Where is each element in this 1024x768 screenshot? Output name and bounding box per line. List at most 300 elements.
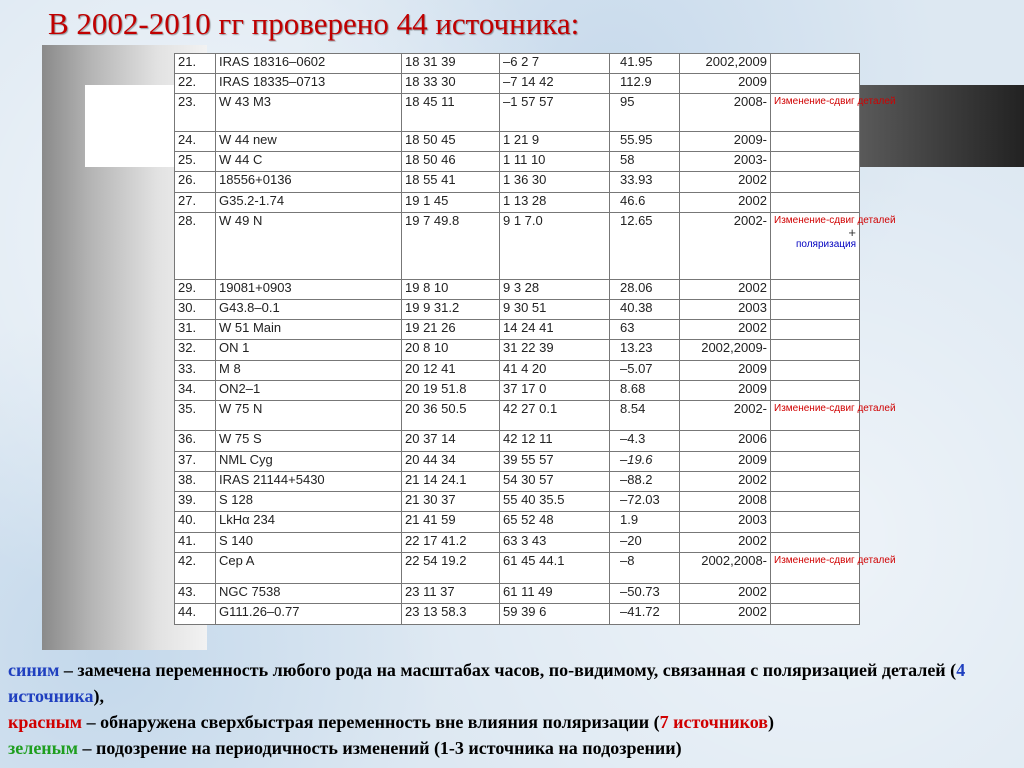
row-number-cell <box>175 320 216 340</box>
right-ascension-cell <box>402 340 500 360</box>
declination: 9 3 28 <box>503 279 540 295</box>
observation-years-cell <box>680 512 771 532</box>
table-row <box>175 451 860 471</box>
legend-red-end: ) <box>767 712 774 732</box>
table-row <box>175 192 860 212</box>
source-name: IRAS 21144+5430 <box>219 471 325 487</box>
legend-blue-line <box>8 657 1018 709</box>
row-number: 42. <box>178 552 197 568</box>
row-number-cell <box>175 131 216 151</box>
declination-cell <box>500 54 610 74</box>
declination-cell <box>500 212 610 279</box>
source-name-cell <box>216 512 402 532</box>
velocity-cell <box>610 451 680 471</box>
source-name: S 140 <box>219 532 253 548</box>
declination: 31 22 39 <box>503 340 554 356</box>
right-ascension-cell <box>402 492 500 512</box>
observation-years: 2003- <box>733 152 767 168</box>
source-name-cell <box>216 320 402 340</box>
note-cell <box>771 212 896 279</box>
velocity: 46.6 <box>620 192 646 208</box>
observation-years: 2002 <box>738 279 767 295</box>
right-ascension-cell <box>402 212 500 279</box>
note-cell <box>771 74 860 94</box>
legend-green-word: зеленым <box>8 738 78 758</box>
declination: 59 39 6 <box>503 604 547 620</box>
right-ascension-cell <box>402 512 500 532</box>
source-name-cell <box>216 552 402 583</box>
velocity-cell <box>610 131 680 151</box>
velocity-cell <box>610 279 680 299</box>
right-ascension-cell <box>402 172 500 192</box>
source-name: G43.8–0.1 <box>219 299 280 315</box>
velocity: –20 <box>620 532 642 548</box>
source-name-cell <box>216 152 402 172</box>
right-ascension-cell <box>402 360 500 380</box>
source-name: Cep A <box>219 552 255 568</box>
note-cell <box>771 94 896 131</box>
source-name-cell <box>216 471 402 491</box>
note-cell <box>771 451 860 471</box>
source-name: 19081+0903 <box>219 279 292 295</box>
table-row <box>175 340 860 360</box>
velocity: 95 <box>620 94 635 110</box>
declination: –7 14 42 <box>503 74 554 90</box>
source-name-cell <box>216 192 402 212</box>
velocity-cell <box>610 512 680 532</box>
observation-years: 2008- <box>733 94 767 110</box>
velocity: 1.9 <box>620 512 639 528</box>
velocity-cell <box>610 152 680 172</box>
row-number-cell <box>175 604 216 625</box>
table-row <box>175 54 860 74</box>
velocity: 12.65 <box>620 212 653 228</box>
observation-years: 2009- <box>733 131 767 147</box>
declination: 39 55 57 <box>503 451 554 467</box>
table-row <box>175 94 860 131</box>
note-cell <box>771 604 860 625</box>
velocity-cell <box>610 192 680 212</box>
right-ascension: 20 8 10 <box>405 340 449 356</box>
declination-cell <box>500 94 610 131</box>
right-ascension: 19 8 10 <box>405 279 449 295</box>
velocity-cell <box>610 471 680 491</box>
declination-cell <box>500 74 610 94</box>
source-name-cell <box>216 299 402 319</box>
source-name-cell <box>216 380 402 400</box>
right-ascension: 21 14 24.1 <box>405 471 467 487</box>
observation-years-cell <box>680 299 771 319</box>
row-number-cell <box>175 451 216 471</box>
sources-table <box>174 53 896 625</box>
declination-cell <box>500 380 610 400</box>
velocity: 28.06 <box>620 279 653 295</box>
row-number-cell <box>175 552 216 583</box>
note-cell <box>771 584 860 604</box>
note-change: Изменение-сдвиг деталей <box>774 554 896 566</box>
row-number: 25. <box>178 152 197 168</box>
row-number-cell <box>175 401 216 431</box>
velocity: 112.9 <box>620 74 652 90</box>
source-name: IRAS 18316–0602 <box>219 54 326 69</box>
source-name: W 43 M3 <box>219 94 272 110</box>
declination-cell <box>500 279 610 299</box>
observation-years-cell <box>680 94 771 131</box>
table-row <box>175 74 860 94</box>
source-name: W 51 Main <box>219 320 282 336</box>
note-cell <box>771 401 896 431</box>
velocity-cell <box>610 299 680 319</box>
row-number: 37. <box>178 451 197 467</box>
declination-cell <box>500 451 610 471</box>
declination-cell <box>500 492 610 512</box>
velocity-cell <box>610 94 680 131</box>
observation-years: 2002 <box>738 172 767 188</box>
observation-years: 2002- <box>733 401 767 417</box>
right-ascension: 22 17 41.2 <box>405 532 467 548</box>
note-cell <box>771 380 860 400</box>
row-number-cell <box>175 279 216 299</box>
legend-green-line <box>8 735 1018 761</box>
row-number-cell <box>175 172 216 192</box>
row-number: 40. <box>178 512 197 528</box>
observation-years-cell <box>680 552 771 583</box>
observation-years: 2006 <box>738 431 767 447</box>
source-name-cell <box>216 360 402 380</box>
row-number-cell <box>175 152 216 172</box>
slide-title: В 2002-2010 гг проверено 44 источника: <box>48 6 580 41</box>
declination-cell <box>500 401 610 431</box>
row-number-cell <box>175 74 216 94</box>
legend-blue-count: 4 источника <box>8 660 966 706</box>
observation-years-cell <box>680 401 771 431</box>
declination: 41 4 20 <box>503 360 547 376</box>
row-number-cell <box>175 212 216 279</box>
right-ascension-cell <box>402 471 500 491</box>
declination: 9 30 51 <box>503 299 547 315</box>
declination-cell <box>500 152 610 172</box>
source-name-cell <box>216 401 402 431</box>
source-name-cell <box>216 604 402 625</box>
declination-cell <box>500 360 610 380</box>
table-row <box>175 512 860 532</box>
note-cell <box>771 340 860 360</box>
source-name-cell <box>216 492 402 512</box>
right-ascension: 23 11 37 <box>405 584 455 600</box>
observation-years-cell <box>680 131 771 151</box>
row-number: 43. <box>178 584 197 600</box>
right-ascension-cell <box>402 192 500 212</box>
right-ascension: 20 12 41 <box>405 360 456 376</box>
velocity-cell <box>610 401 680 431</box>
velocity: 40.38 <box>620 299 653 315</box>
right-ascension-cell <box>402 431 500 451</box>
source-name-cell <box>216 279 402 299</box>
row-number: 29. <box>178 279 197 295</box>
velocity: –5.07 <box>620 360 653 376</box>
velocity: –8 <box>620 552 635 568</box>
right-ascension: 18 45 11 <box>405 94 455 110</box>
velocity-cell <box>610 532 680 552</box>
observation-years: 2003 <box>738 299 767 315</box>
declination: –6 2 7 <box>503 54 540 69</box>
row-number-cell <box>175 54 216 74</box>
right-ascension-cell <box>402 401 500 431</box>
right-ascension: 19 21 26 <box>405 320 456 336</box>
source-name: W 44 new <box>219 131 277 147</box>
declination-cell <box>500 192 610 212</box>
source-name-cell <box>216 94 402 131</box>
source-name: ON2–1 <box>219 380 261 396</box>
row-number: 22. <box>178 74 197 90</box>
source-name: G111.26–0.77 <box>219 604 300 620</box>
declination: 9 1 7.0 <box>503 212 543 228</box>
row-number: 33. <box>178 360 197 376</box>
observation-years-cell <box>680 431 771 451</box>
table-row <box>175 604 860 625</box>
source-name-cell <box>216 431 402 451</box>
declination-cell <box>500 299 610 319</box>
table-row <box>175 401 860 431</box>
observation-years-cell <box>680 172 771 192</box>
row-number: 28. <box>178 212 197 228</box>
source-name-cell <box>216 172 402 192</box>
table-row <box>175 152 860 172</box>
velocity: –50.73 <box>620 584 660 600</box>
source-name: 18556+0136 <box>219 172 292 188</box>
table-row <box>175 431 860 451</box>
velocity: 55.95 <box>620 131 653 147</box>
table-row <box>175 380 860 400</box>
row-number: 38. <box>178 471 197 487</box>
legend-blue-end: ), <box>93 686 104 706</box>
source-name: M 8 <box>219 360 241 376</box>
declination: 42 12 11 <box>503 431 553 447</box>
velocity-cell <box>610 212 680 279</box>
note-polarization: поляризация <box>795 238 856 250</box>
row-number: 27. <box>178 192 197 208</box>
right-ascension-cell <box>402 54 500 74</box>
row-number: 44. <box>178 604 197 620</box>
right-ascension: 19 7 49.8 <box>405 212 460 228</box>
velocity-cell <box>610 74 680 94</box>
row-number: 23. <box>178 94 197 110</box>
right-ascension-cell <box>402 604 500 625</box>
right-ascension: 20 37 14 <box>405 431 456 447</box>
observation-years-cell <box>680 471 771 491</box>
declination-cell <box>500 604 610 625</box>
source-name-cell <box>216 340 402 360</box>
row-number-cell <box>175 380 216 400</box>
declination: 65 52 48 <box>503 512 554 528</box>
note-cell <box>771 172 860 192</box>
declination-cell <box>500 471 610 491</box>
row-number-cell <box>175 584 216 604</box>
source-name-cell <box>216 131 402 151</box>
note-plus: + <box>848 224 856 240</box>
table-row <box>175 320 860 340</box>
note-cell <box>771 320 860 340</box>
velocity-cell <box>610 552 680 583</box>
right-ascension: 20 19 51.8 <box>405 380 467 396</box>
observation-years: 2002 <box>738 192 767 208</box>
legend-red-word: красным <box>8 712 83 732</box>
source-name: ON 1 <box>219 340 250 356</box>
source-name-cell <box>216 54 402 74</box>
declination-cell <box>500 552 610 583</box>
right-ascension: 18 50 45 <box>405 131 456 147</box>
observation-years: 2002,2008- <box>701 552 767 568</box>
observation-years-cell <box>680 320 771 340</box>
right-ascension-cell <box>402 131 500 151</box>
declination: 61 45 44.1 <box>503 552 565 568</box>
declination: 55 40 35.5 <box>503 492 565 508</box>
declination-cell <box>500 340 610 360</box>
table-row <box>175 360 860 380</box>
note-cell <box>771 360 860 380</box>
table-row <box>175 492 860 512</box>
velocity-cell <box>610 431 680 451</box>
note-cell <box>771 152 860 172</box>
right-ascension: 19 9 31.2 <box>405 299 460 315</box>
right-ascension: 21 41 59 <box>405 512 456 528</box>
observation-years-cell <box>680 279 771 299</box>
observation-years: 2002 <box>738 584 767 600</box>
observation-years: 2009 <box>738 74 767 90</box>
note-cell <box>771 532 860 552</box>
right-ascension-cell <box>402 74 500 94</box>
observation-years: 2008 <box>738 492 767 508</box>
note-cell <box>771 431 860 451</box>
declination-cell <box>500 131 610 151</box>
legend-red-line <box>8 709 1018 735</box>
source-name-cell <box>216 212 402 279</box>
source-name: W 75 N <box>219 401 263 417</box>
declination: 1 36 30 <box>503 172 547 188</box>
source-name: W 44 C <box>219 152 263 168</box>
right-ascension-cell <box>402 299 500 319</box>
right-ascension-cell <box>402 380 500 400</box>
velocity: 33.93 <box>620 172 653 188</box>
legend-red-count: 7 источников <box>659 712 768 732</box>
row-number: 30. <box>178 299 197 315</box>
observation-years-cell <box>680 492 771 512</box>
row-number-cell <box>175 360 216 380</box>
observation-years-cell <box>680 74 771 94</box>
table-row <box>175 172 860 192</box>
legend-blue-text: – замечена переменность любого рода на масштабах часов, по-видимому, связанная с поляризацией деталей ( <box>59 660 957 680</box>
observation-years: 2002,2009 <box>705 54 767 69</box>
row-number-cell <box>175 532 216 552</box>
note-cell <box>771 192 860 212</box>
right-ascension-cell <box>402 552 500 583</box>
right-ascension-cell <box>402 94 500 131</box>
velocity: 8.54 <box>620 401 646 417</box>
velocity: 63 <box>620 320 635 336</box>
observation-years-cell <box>680 192 771 212</box>
declination-cell <box>500 584 610 604</box>
right-ascension: 18 50 46 <box>405 152 456 168</box>
source-name-cell <box>216 74 402 94</box>
legend-blue-word: синим <box>8 660 60 680</box>
velocity-cell <box>610 492 680 512</box>
observation-years: 2002 <box>738 471 767 487</box>
source-name-cell <box>216 584 402 604</box>
table-row <box>175 212 860 279</box>
velocity: –88.2 <box>620 471 653 487</box>
declination: 1 21 9 <box>503 131 540 147</box>
velocity-cell <box>610 320 680 340</box>
source-name: NML Cyg <box>219 451 273 467</box>
row-number-cell <box>175 492 216 512</box>
observation-years: 2002 <box>738 604 767 620</box>
right-ascension: 20 36 50.5 <box>405 401 467 417</box>
row-number-cell <box>175 512 216 532</box>
observation-years-cell <box>680 360 771 380</box>
sources-table-wrap <box>174 53 896 625</box>
note-cell <box>771 299 860 319</box>
velocity-cell <box>610 584 680 604</box>
velocity: 41.95 <box>620 54 653 69</box>
note-change: Изменение-сдвиг деталей <box>774 214 896 226</box>
table-row <box>175 279 860 299</box>
velocity-cell <box>610 360 680 380</box>
source-name: IRAS 18335–0713 <box>219 74 326 90</box>
table-row <box>175 584 860 604</box>
right-ascension-cell <box>402 532 500 552</box>
right-ascension: 23 13 58.3 <box>405 604 467 620</box>
right-ascension: 22 54 19.2 <box>405 552 467 568</box>
observation-years-cell <box>680 340 771 360</box>
legend-green-text: – подозрение на периодичность изменений (1-3 источника на подозрении) <box>78 738 682 758</box>
right-ascension-cell <box>402 320 500 340</box>
table-row <box>175 299 860 319</box>
note-cell <box>771 492 860 512</box>
source-name: S 128 <box>219 492 253 508</box>
row-number-cell <box>175 299 216 319</box>
velocity-cell <box>610 340 680 360</box>
declination-cell <box>500 532 610 552</box>
observation-years: 2003 <box>738 512 767 528</box>
row-number: 36. <box>178 431 197 447</box>
right-ascension: 18 33 30 <box>405 74 456 90</box>
note-cell <box>771 279 860 299</box>
observation-years: 2009 <box>738 380 767 396</box>
row-number-cell <box>175 192 216 212</box>
velocity: 58 <box>620 152 635 168</box>
observation-years-cell <box>680 604 771 625</box>
source-name: LkHα 234 <box>219 512 275 528</box>
declination: 37 17 0 <box>503 380 547 396</box>
observation-years: 2002,2009- <box>701 340 767 356</box>
note-cell <box>771 131 860 151</box>
note-cell <box>771 512 860 532</box>
declination-cell <box>500 512 610 532</box>
observation-years: 2002 <box>738 532 767 548</box>
row-number: 31. <box>178 320 197 336</box>
source-name: G35.2-1.74 <box>219 192 285 208</box>
declination: –1 57 57 <box>503 94 554 110</box>
right-ascension: 20 44 34 <box>405 451 456 467</box>
observation-years-cell <box>680 380 771 400</box>
velocity: –4.3 <box>620 431 646 447</box>
source-name: NGC 7538 <box>219 584 281 600</box>
right-ascension-cell <box>402 584 500 604</box>
right-ascension-cell <box>402 279 500 299</box>
observation-years-cell <box>680 532 771 552</box>
row-number: 24. <box>178 131 197 147</box>
source-name: W 75 S <box>219 431 262 447</box>
